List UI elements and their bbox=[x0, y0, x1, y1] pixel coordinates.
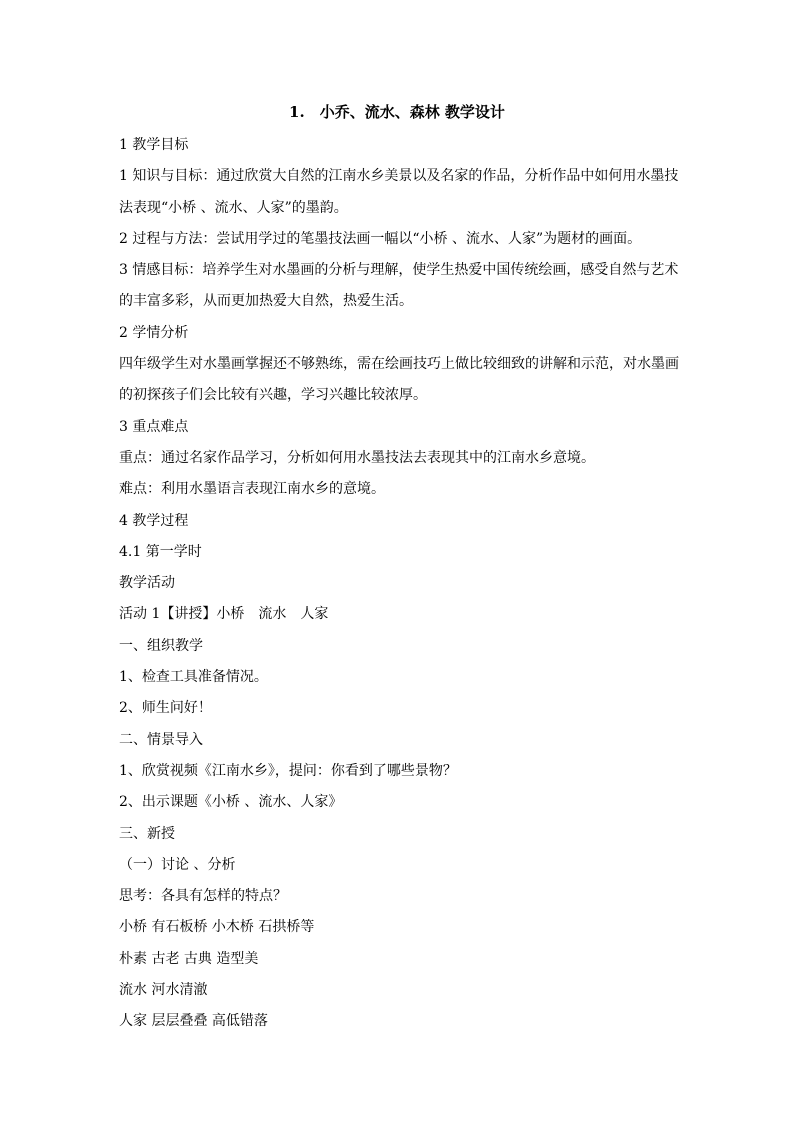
heading-teaching-process: 4 教学过程 bbox=[119, 512, 189, 529]
activity-1-title: 活动 1【讲授】小桥 流水 人家 bbox=[119, 606, 329, 623]
section-organize-teaching: 一、组织教学 bbox=[119, 637, 203, 654]
list-item: 2、出示课题《小桥 、流水、人家》 bbox=[119, 794, 343, 811]
heading-student-analysis: 2 学情分析 bbox=[119, 324, 189, 341]
list-item: 人家 层层叠叠 高低错落 bbox=[119, 1013, 268, 1030]
section-scene-introduction: 二、情景导入 bbox=[119, 731, 203, 748]
paragraph-emotion-goal: 3 情感目标：培养学生对水墨画的分析与理解，使学生热爱中国传统绘画，感受自然与艺术的丰富多彩，从而更加热爱大自然，热爱生活。 bbox=[119, 262, 679, 310]
paragraph-think: 思考：各具有怎样的特点？ bbox=[119, 888, 287, 905]
heading-key-difficult-points: 3 重点难点 bbox=[119, 418, 189, 435]
list-item: 2、师生问好！ bbox=[119, 700, 212, 717]
document-title: 1. 小乔、流水、森林 教学设计 bbox=[289, 103, 505, 121]
heading-teaching-goals: 1 教学目标 bbox=[119, 137, 189, 153]
list-item: 小桥 有石板桥 小木桥 石拱桥等 bbox=[119, 919, 315, 936]
paragraph-student-analysis: 四年级学生对水墨画掌握还不够熟练，需在绘画技巧上做比较细致的讲解和示范，对水墨画的初探孩子们会比较有兴趣，学习兴趣比较浓厚。 bbox=[119, 356, 679, 404]
section-new-lesson: 三、新授 bbox=[119, 825, 175, 842]
heading-first-period: 4.1 第一学时 bbox=[119, 543, 202, 560]
list-item: 流水 河水清澈 bbox=[119, 982, 208, 999]
document-body bbox=[119, 130, 679, 1038]
paragraph-knowledge-goal: 1 知识与目标：通过欣赏大自然的江南水乡美景以及名家的作品，分析作品中如何用水墨技法表现“小桥 、流水、人家”的墨韵。 bbox=[119, 168, 679, 216]
paragraph-process-method: 2 过程与方法：尝试用学过的笔墨技法画一幅以“小桥 、流水、人家”为题材的画面。 bbox=[119, 230, 642, 247]
paragraph-difficult-point: 难点：利用水墨语言表现江南水乡的意境。 bbox=[119, 481, 385, 498]
subsection-discussion: （一）讨论 、分析 bbox=[119, 856, 236, 873]
list-item: 1、检查工具准备情况。 bbox=[119, 669, 268, 686]
list-item: 朴素 古老 古典 造型美 bbox=[119, 950, 259, 967]
paragraph-key-point: 重点：通过名家作品学习，分析如何用水墨技法去表现其中的江南水乡意境。 bbox=[119, 449, 595, 466]
list-item: 1、欣赏视频《江南水乡》，提问：你看到了哪些景物？ bbox=[119, 762, 457, 779]
heading-teaching-activities: 教学活动 bbox=[119, 575, 175, 592]
